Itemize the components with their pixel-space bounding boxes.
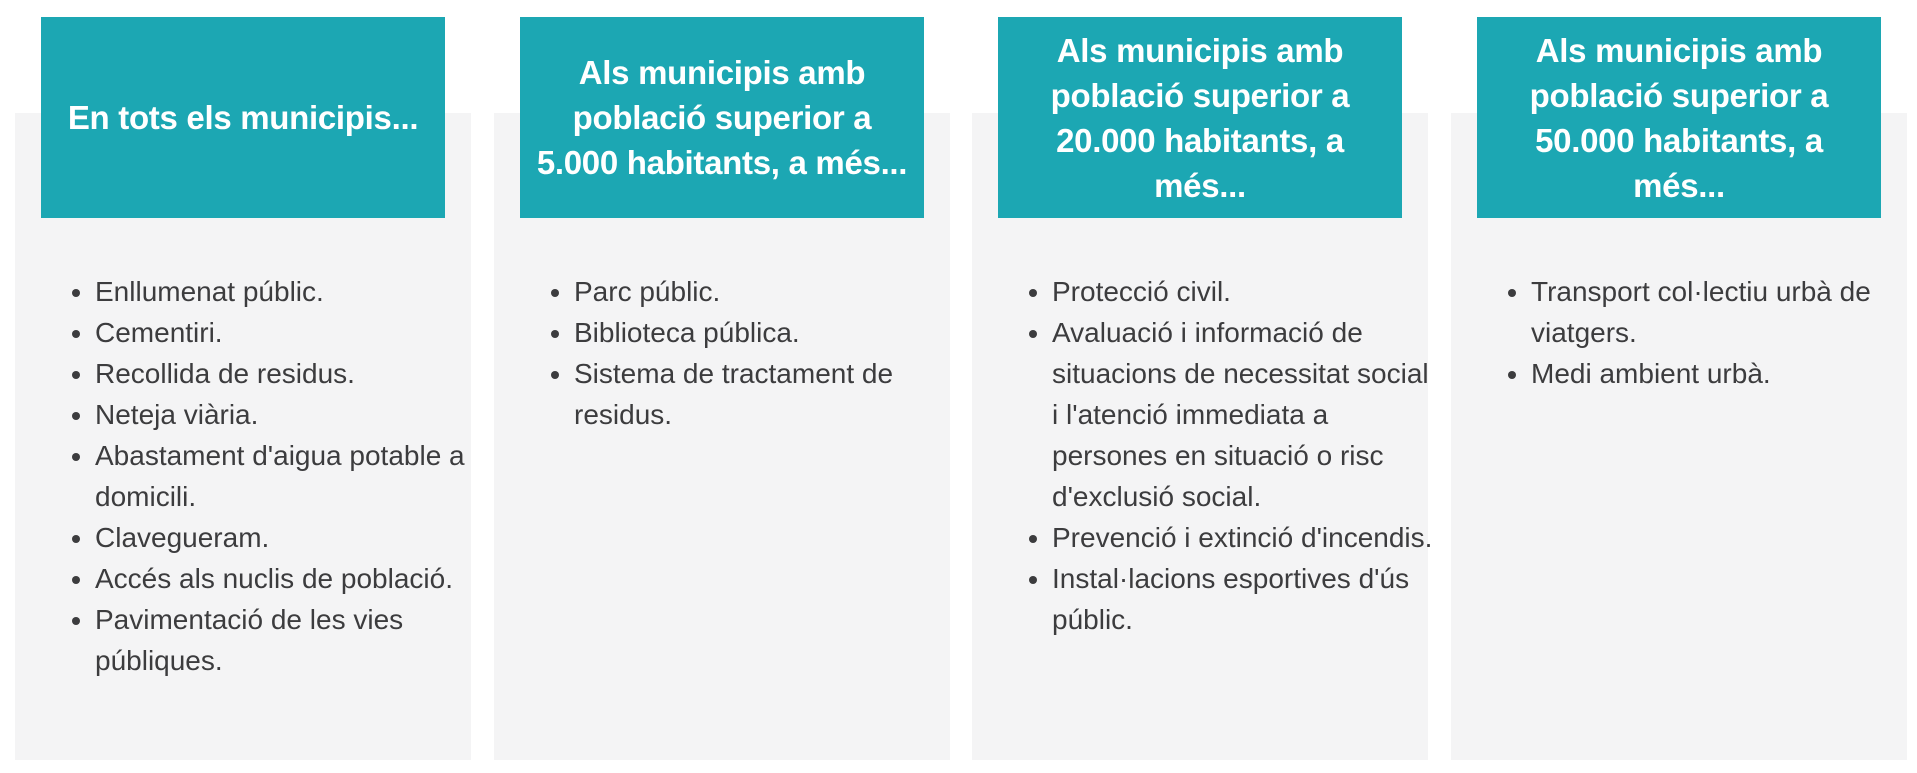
column-over-50000: [1451, 0, 1907, 773]
column-header: [520, 17, 924, 218]
column-all-municipalities: [15, 0, 471, 773]
list-item: • Abastament d'aigua potable a domicili.: [95, 435, 480, 517]
column-title: En tots els municipis...: [67, 99, 419, 136]
list-item: • Instal·lacions esportives d'ús públic.: [1052, 558, 1437, 640]
column-title: Als municipis amb població superior a 50.000 habitants, a més...: [1529, 31, 1829, 204]
list-item: • Recollida de residus.: [95, 353, 480, 394]
list-item: • Clavegueram.: [95, 517, 480, 558]
list-item: • Accés als nuclis de població.: [95, 558, 480, 599]
column-title: Als municipis amb població superior a 5.000 habitants, a més...: [536, 54, 908, 181]
service-list: [549, 271, 959, 435]
column-over-5000: [494, 0, 950, 773]
service-list: [1027, 271, 1437, 640]
list-item: • Prevenció i extinció d'incendis.: [1052, 517, 1437, 558]
column-header: [41, 17, 445, 218]
list-item: • Medi ambient urbà.: [1531, 353, 1916, 394]
service-list: [1506, 271, 1916, 394]
list-item: • Cementiri.: [95, 312, 480, 353]
column-title: Als municipis amb població superior a 20.000 habitants, a més...: [1050, 31, 1350, 204]
service-list: [70, 271, 480, 681]
list-item: • Sistema de tractament de residus.: [574, 353, 959, 435]
list-item: • Parc públic.: [574, 271, 959, 312]
list-item: • Enllumenat públic.: [95, 271, 480, 312]
column-header: [1477, 17, 1881, 218]
list-item: • Neteja viària.: [95, 394, 480, 435]
list-item: • Protecció civil.: [1052, 271, 1437, 312]
list-item: • Transport col·lectiu urbà de viatgers.: [1531, 271, 1916, 353]
list-item: • Biblioteca pública.: [574, 312, 959, 353]
list-item: • Pavimentació de les vies públiques.: [95, 599, 480, 681]
list-item: • Avaluació i informació de situacions de necessitat social i l'atenció immediata a persones en situació o risc d'exclusió social.: [1052, 312, 1437, 517]
column-over-20000: [972, 0, 1433, 773]
column-header: [998, 17, 1402, 218]
